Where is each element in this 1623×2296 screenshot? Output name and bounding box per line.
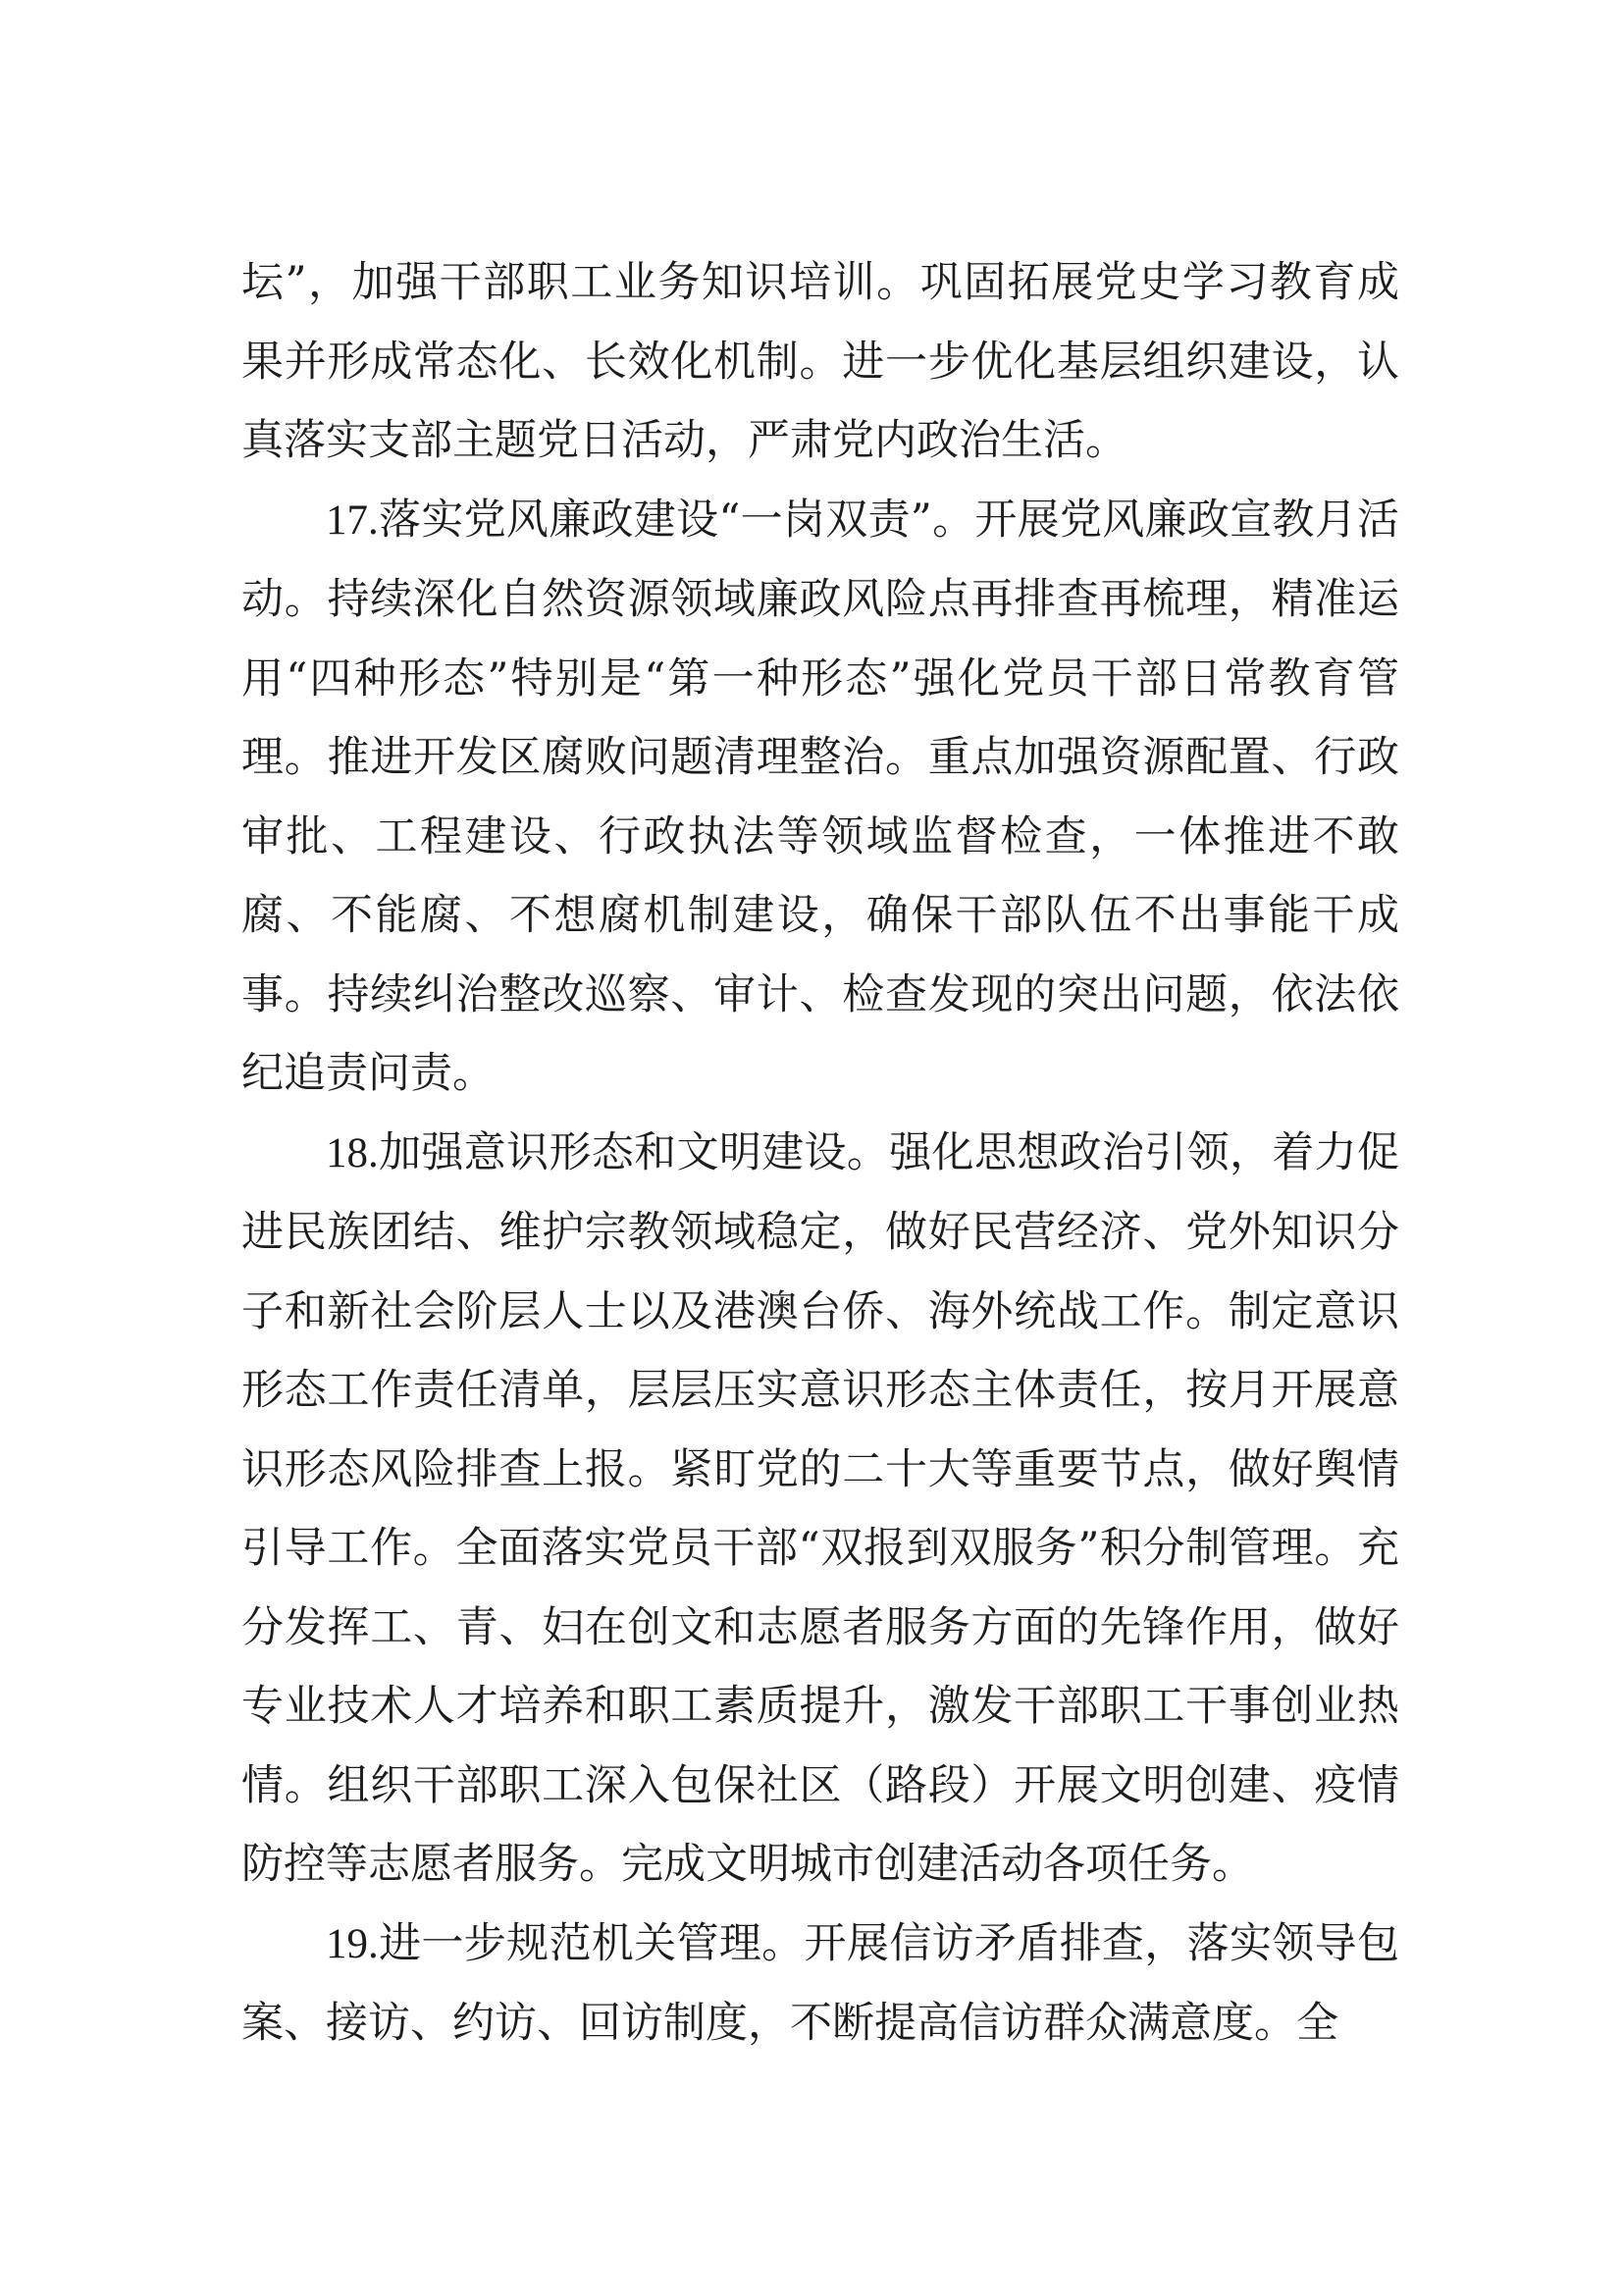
paragraph-item-17 — [241, 481, 1399, 1114]
item-number: 17. — [326, 496, 379, 544]
paragraph-continuation — [241, 243, 1399, 481]
item-heading: 落实党风廉政建设“一岗双责”。 — [378, 495, 975, 545]
paragraph-item-18 — [241, 1114, 1399, 1905]
paragraph-body: 强化思想政治引领，着力促进民族团结、维护宗教领域稳定，做好民营经济、党外知识分子和新社会阶层人士以及港澳台侨、海外统战工作。制定意识形态工作责任清单，层层压实意识形态主体责任，按月开展意识形态风险排查上报。紧盯党的二十大等重要节点，做好舆情引导工作。全面落实党员干部“双报到双服务”积分制管理。充分发挥工、青、妇在创文和志愿者服务方面的先锋作用，做好专业技术人才培养和职工素质提升，激发干部职工干事创业热情。组织干部职工深入包保社区（路段）开展文明创建、疫情防控等志愿者服务。完成文明城市创建活动各项任务。 — [241, 1127, 1399, 1889]
item-number: 18. — [326, 1129, 379, 1176]
item-heading: 进一步规范机关管理。 — [378, 1918, 805, 1968]
paragraph-body: 坛”，加强干部职工业务知识培训。巩固拓展党史学习教育成果并形成常态化、长效化机制。进一步优化基层组织建设，认真落实支部主题党日活动，严肃党内政治生活。 — [241, 258, 1399, 465]
item-number: 19. — [326, 1920, 379, 1967]
paragraph-body: 开展信访矛盾排查，落实领导包案、接访、约访、回访制度，不断提高信访群众满意度。全 — [241, 1918, 1399, 2048]
paragraph-body: 开展党风廉政宣教月活动。持续深化自然资源领域廉政风险点再排查再梳理，精准运用“四种形态”特别是“第一种形态”强化党员干部日常教育管理。推进开发区腐败问题清理整治。重点加强资源配置、行政审批、工程建设、行政执法等领域监督检查，一体推进不敢腐、不能腐、不想腐机制建设，确保干部队伍不出事能干成事。持续纠治整改巡察、审计、检查发现的突出问题，依法依纪追责问责。 — [241, 495, 1400, 1098]
paragraph-item-19 — [241, 1905, 1399, 2063]
document-body — [241, 243, 1399, 2063]
item-heading: 加强意识形态和文明建设。 — [378, 1127, 890, 1177]
